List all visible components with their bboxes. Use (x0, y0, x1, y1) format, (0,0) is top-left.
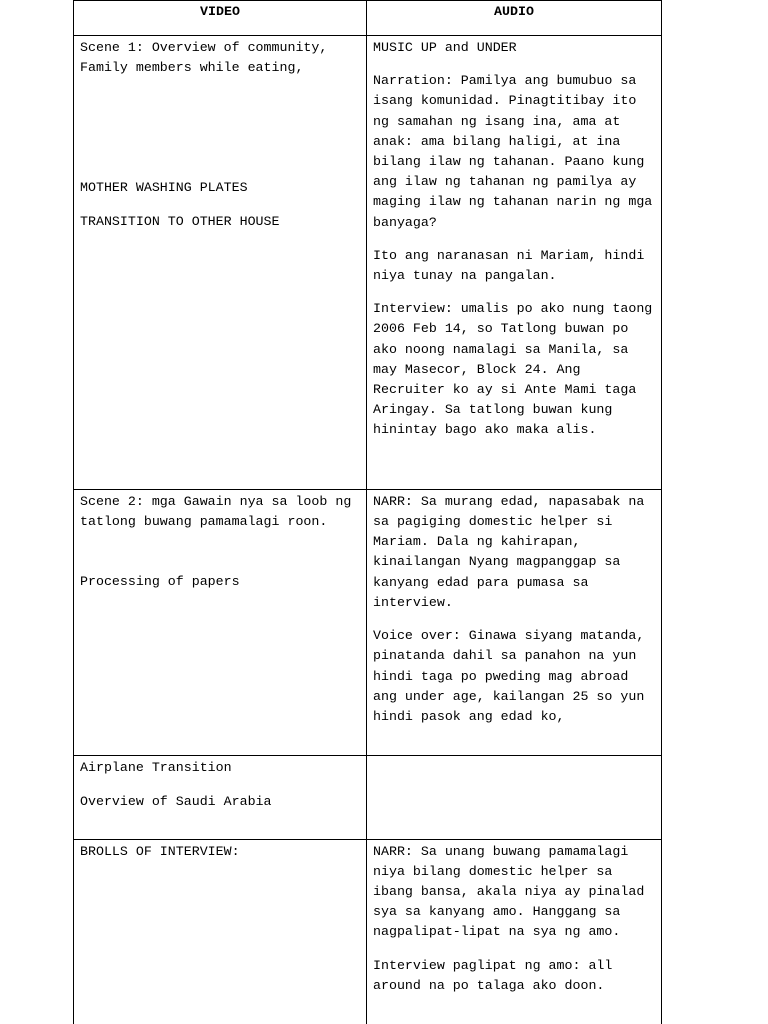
audio-paragraph: Ito ang naranasan ni Mariam, hindi niya tunay na pangalan. (373, 247, 645, 284)
video-cell (74, 839, 367, 1024)
audio-paragraph: Interview paglipat ng amo: all around na po talaga ako doon. (373, 957, 613, 993)
video-cell (74, 36, 367, 490)
audio-column-header: AUDIO (367, 1, 662, 36)
table-row (74, 756, 662, 839)
header-row (74, 1, 662, 36)
audio-paragraph: MUSIC UP and UNDER (373, 40, 517, 55)
table-row (74, 839, 662, 1024)
video-paragraph: BROLLS OF INTERVIEW: (80, 843, 240, 859)
video-column-header: VIDEO (74, 1, 367, 36)
audio-paragraph: NARR: Sa unang buwang pamamalagi niya bilang domestic helper sa ibang bansa, akala niya ay pinalad sya sa kanyang amo. Hanggang sa nagpalipat-lipat na sya ng amo. (373, 843, 645, 940)
audio-paragraph: NARR: Sa murang edad, napasabak na sa pagiging domestic helper si Mariam. Dala ng kahirapan, kinailangan Nyang magpanggap sa kanyang edad para pumasa sa interview. (373, 493, 645, 610)
audio-paragraph: Voice over: Ginawa siyang matanda, pinatanda dahil sa panahon na yun hindi taga po pweding mag abroad ang under age, kailangan 25 so yun hindi pasok ang edad ko, (373, 628, 645, 724)
audio-cell (367, 756, 662, 839)
video-paragraph: Scene 1: Overview of community, Family members while eating, (80, 40, 328, 76)
audio-cell (367, 36, 662, 490)
video-paragraph: Airplane Transition (80, 760, 232, 776)
video-cell (74, 489, 367, 756)
audio-cell (367, 489, 662, 756)
video-paragraph: Processing of papers (80, 574, 240, 590)
video-cell (74, 756, 367, 839)
audio-paragraph: Narration: Pamilya ang bumubuo sa isang komunidad. Pinagtitibay ito ng samahan ng isang ina, ama at anak: ama bilang haligi, at ina bilang ilaw ng tahanan. Paano kung ang ilaw ng tahanan ng pamilya ay maging ilaw ng tahanan narin ng mga banyaga? (373, 73, 653, 230)
video-paragraph: MOTHER WASHING PLATES (80, 180, 248, 196)
video-paragraph: Scene 2: mga Gawain nya sa loob ng tatlong buwang pamamalagi roon. (80, 493, 352, 530)
audio-cell (367, 839, 662, 1024)
table-row (74, 36, 662, 490)
table-row (74, 489, 662, 756)
video-paragraph: TRANSITION TO OTHER HOUSE (80, 213, 280, 229)
video-paragraph: Overview of Saudi Arabia (80, 793, 272, 809)
script-table (73, 0, 662, 1024)
audio-paragraph: Interview: umalis po ako nung taong 2006 Feb 14, so Tatlong buwan po ako noong namalagi sa Manila, sa may Masecor, Block 24. Ang Recruiter ko ay si Ante Mami taga Aringay. Sa tatlong buwan kung hinintay bago ako maka alis. (373, 301, 653, 438)
